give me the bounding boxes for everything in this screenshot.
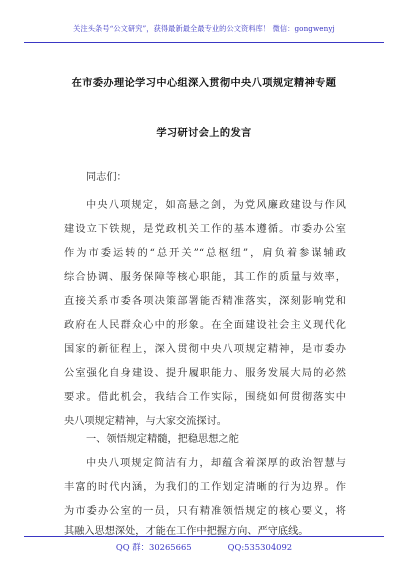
body-line: 中央八项规定简洁有力，却蕴含着深厚的政治智慧与 <box>86 458 346 469</box>
section-heading: 一、领悟规定精髓，把稳思想之舵 <box>86 434 239 445</box>
body-line: 要求。借此机会，我结合工作实际，围绕如何贯彻落实中 <box>64 392 346 403</box>
body-line: 中央八项规定，如高悬之剑，为党风廉政建设与作风 <box>86 200 346 211</box>
body-line: 政府在人民群众心中的形象。在全面建设社会主义现代化 <box>64 320 346 331</box>
body-line: 为市委办公室的一员，只有精准领悟规定的核心要义，将 <box>64 506 346 517</box>
body-line: 央八项规定精神，与大家交流探讨。 <box>64 416 227 427</box>
body-line: 其融入思想深处，才能在工作中把握方向、严守底线。 <box>64 526 309 537</box>
document-title-line-2: 学习研讨会上的发言 <box>156 127 252 139</box>
body-line: 建设立下铁规，是党政机关工作的基本遵循。市委办公室 <box>64 224 346 235</box>
body-line: 直接关系市委各项决策部署能否精准落实，深刻影响党和 <box>64 296 346 307</box>
body-line: 综合协调、服务保障等核心职能，其工作的质量与效率， <box>64 272 346 283</box>
footer-qq: QQ:535304092 <box>227 542 293 552</box>
salutation: 同志们： <box>86 172 127 183</box>
header-divider <box>24 42 384 43</box>
body-line: 国家的新征程上，深入贯彻中央八项规定精神，是市委办 <box>64 344 346 355</box>
footer-qq-group: QQ 群：30265665 <box>115 542 192 552</box>
document-title-line-1: 在市委办理论学习中心组深入贯彻中央八项规定精神专题 <box>71 77 337 89</box>
body-line: 公室强化自身建设、提升履职能力、服务发展大局的必然 <box>64 368 346 379</box>
body-line: 作为市委运转的“总开关”“总枢纽”，肩负着参谋辅政 <box>64 248 346 259</box>
body-line: 丰富的时代内涵，为我们的工作划定清晰的行为边界。作 <box>64 482 346 493</box>
header-note: 关注头条号“公文研究”，获得最新最全最专业的公文资料库！ 微信：gongwenyj <box>73 24 335 33</box>
footer-contact <box>0 541 408 553</box>
